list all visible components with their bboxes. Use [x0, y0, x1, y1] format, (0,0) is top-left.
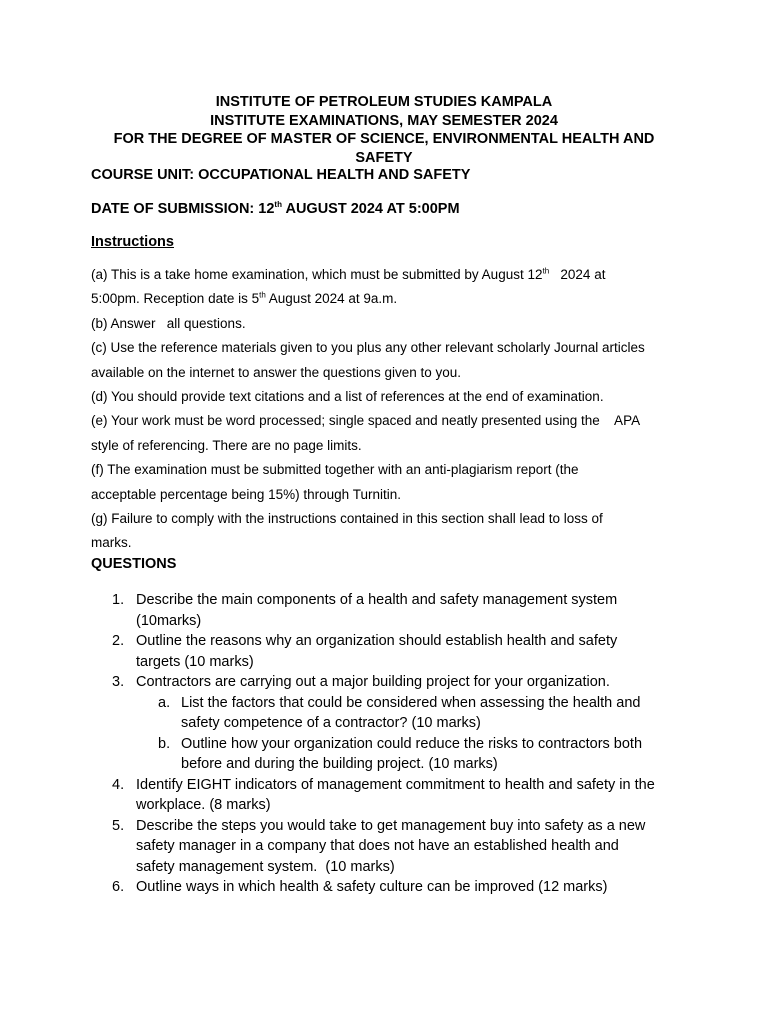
question-text-line: safety management system. (10 marks) [136, 858, 395, 875]
question-text-line: workplace. (8 marks) [136, 797, 271, 813]
instruction-f: (f) The examination must be submitted together with an anti-plagiarism report (the [91, 462, 579, 478]
header-degree-continued: SAFETY [355, 149, 413, 166]
instruction-a [91, 263, 691, 287]
submission-date [91, 201, 460, 217]
instruction-e-continued: style of referencing. There are no page limits. [91, 437, 362, 453]
instruction-c-continued: available on the internet to answer the questions given to you. [91, 364, 461, 380]
instruction-g-continued: marks. [91, 535, 132, 551]
question-item [91, 775, 691, 816]
instructions-list [91, 263, 691, 556]
question-number: b. [158, 735, 171, 752]
instruction-b: (b) Answer all questions. [91, 315, 246, 331]
question-number: 4. [112, 776, 125, 793]
question-text-line: before and during the building project. (10 marks) [181, 756, 498, 772]
question-text-line: List the factors that could be considered when assessing the health and [181, 694, 641, 711]
question-text-line: Outline the reasons why an organization should establish health and safety [136, 633, 618, 649]
question-number: 3. [112, 674, 125, 690]
question-text-line: Outline ways in which health & safety culture can be improved (12 marks) [136, 879, 608, 895]
course-unit: COURSE UNIT: OCCUPATIONAL HEALTH AND SAFETY [91, 167, 471, 183]
question-item [91, 631, 691, 672]
question-number: 1. [112, 592, 125, 608]
question-number: a. [158, 694, 171, 711]
instruction-a-sup2: th [259, 290, 266, 300]
question-text-line: (10marks) [136, 612, 202, 629]
question-number: 6. [112, 879, 125, 895]
question-item [91, 590, 691, 631]
question-text-line: Describe the main components of a health and safety management system [136, 592, 618, 608]
question-text-line: Contractors are carrying out a major building project for your organization. [136, 674, 610, 690]
submission-date-prefix: DATE OF SUBMISSION: 12 [91, 201, 275, 217]
question-item [91, 672, 691, 693]
instruction-g: (g) Failure to comply with the instructions contained in this section shall lead to loss of [91, 511, 603, 527]
questions-title: QUESTIONS [91, 556, 177, 572]
question-text-line: Identify EIGHT indicators of management commitment to health and safety in the [136, 776, 655, 793]
instruction-a-continued [91, 287, 691, 311]
instruction-c: (c) Use the reference materials given to you plus any other relevant scholarly Journal articles [91, 340, 645, 356]
instruction-e: (e) Your work must be word processed; single spaced and neatly presented using the APA [91, 413, 641, 429]
header-institute: INSTITUTE OF PETROLEUM STUDIES KAMPALA [215, 94, 553, 110]
question-number: 2. [112, 633, 125, 649]
question-text-line: Outline how your organization could reduce the risks to contractors both [181, 735, 643, 752]
document-header [80, 93, 688, 167]
question-item [91, 816, 691, 878]
instruction-f-continued: acceptable percentage being 15%) through Turnitin. [91, 486, 401, 502]
instruction-a-reception-date: August 2024 at 9a.m. [265, 291, 398, 307]
header-degree: FOR THE DEGREE OF MASTER OF SCIENCE, ENVIRONMENTAL HEALTH AND [113, 131, 655, 147]
header-examinations: INSTITUTE EXAMINATIONS, MAY SEMESTER 2024 [210, 112, 558, 129]
questions-list [91, 590, 691, 898]
instruction-a-text: (a) This is a take home examination, which must be submitted by August 12 [91, 267, 543, 282]
question-item [91, 877, 691, 898]
instruction-d: (d) You should provide text citations and a list of references at the end of examination. [91, 389, 604, 405]
question-number: 5. [112, 817, 125, 834]
instruction-a-year: 2024 at [549, 267, 606, 282]
question-text-line: targets (10 marks) [136, 653, 254, 670]
sub-question [91, 734, 691, 775]
submission-date-sup: th [274, 200, 282, 210]
sub-question [91, 693, 691, 734]
instruction-a-sup: th [542, 266, 550, 276]
question-text-line: safety manager in a company that does not have an established health and [136, 838, 619, 854]
instructions-title: Instructions [91, 234, 174, 250]
submission-date-suffix: AUGUST 2024 AT 5:00PM [281, 201, 460, 217]
question-text-line: safety competence of a contractor? (10 marks) [181, 715, 481, 731]
instruction-a-reception: 5:00pm. Reception date is 5 [91, 291, 260, 307]
question-text-line: Describe the steps you would take to get management buy into safety as a new [136, 817, 646, 834]
